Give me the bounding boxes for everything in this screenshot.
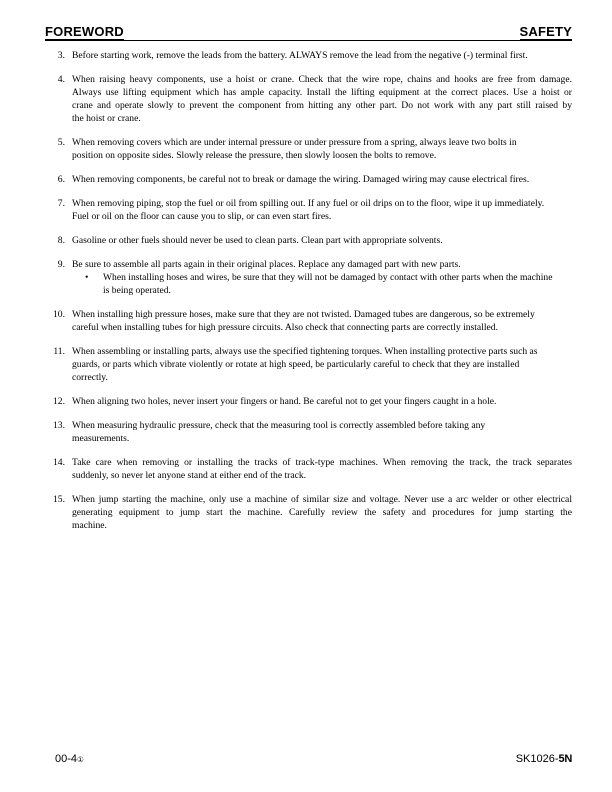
- list-item-text: [72, 258, 572, 297]
- doc-code: [516, 753, 572, 765]
- list-item-number: 8.: [57, 235, 65, 246]
- list-item-text: [72, 419, 572, 445]
- list-item-text: [72, 49, 572, 62]
- page-header: [45, 26, 572, 41]
- list-item: [45, 258, 572, 297]
- list-item-line: Always use lifting equipment which has ample capacity. Install the lifting equipment at the correct places. Use a hoist or: [72, 87, 572, 98]
- header-right-title: SAFETY: [519, 24, 572, 39]
- list-item-text: [72, 136, 572, 162]
- list-item-line: suddenly, so never let anyone stand at either end of the track.: [72, 470, 307, 481]
- list-item-number: 10.: [53, 309, 65, 320]
- list-item-text: [72, 173, 572, 186]
- list-item: [45, 395, 572, 408]
- list-item-line: When jump starting the machine, only use a machine of similar size and voltage. Never use a arc welder or other electrical: [72, 494, 572, 505]
- list-item: [45, 136, 572, 162]
- list-item: [45, 73, 572, 125]
- list-item: [45, 173, 572, 186]
- doc-code-prefix: SK1026-: [515, 753, 559, 765]
- list-item-line: the hoist or crane.: [72, 113, 141, 124]
- list-item-line: Be sure to assemble all parts again in their original places. Replace any damaged part with new parts.: [72, 259, 461, 270]
- bullet-sub-item: [72, 271, 572, 297]
- list-item-line: measurements.: [72, 433, 130, 444]
- list-item: [45, 234, 572, 247]
- list-item-number: 3.: [57, 50, 65, 61]
- list-item-line: When removing piping, stop the fuel or oil from spilling out. If any fuel or oil drips on to the floor, wipe it up immediately.: [72, 198, 545, 209]
- bullet-line: is being operated.: [103, 285, 171, 296]
- bullet-marker: •: [85, 272, 89, 283]
- list-item-line: guards, or parts which vibrate violently or rotate at high speed, be particularly careful to check that they are installed: [72, 359, 520, 370]
- list-item: [45, 197, 572, 223]
- list-item: [45, 49, 572, 62]
- list-item: [45, 308, 572, 334]
- bullet-text: [103, 271, 572, 297]
- list-item-line: When raising heavy components, use a hoist or crane. Check that the wire rope, chains and hooks are free from damage.: [72, 74, 572, 85]
- list-item-number: 6.: [57, 174, 65, 185]
- list-item-line: generating equipment to jump start the machine. Carefully review the safety and procedures for jump starting the: [72, 507, 572, 518]
- list-item-line: When measuring hydraulic pressure, check that the measuring tool is correctly assembled before taking any: [72, 420, 486, 431]
- list-item-line: Gasoline or other fuels should never be used to clean parts. Clean part with appropriate solvents.: [72, 235, 443, 246]
- list-item-number: 15.: [53, 494, 65, 505]
- list-item-line: When removing components, be careful not to break or damage the wiring. Damaged wiring may cause electrical fires.: [72, 174, 530, 185]
- bullet-line: When installing hoses and wires, be sure that they will not be damaged by contact with other parts when the machine: [103, 272, 553, 283]
- list-item-line: machine.: [72, 520, 107, 531]
- list-item-text: [72, 395, 572, 408]
- page-number: [55, 753, 84, 765]
- list-item: [45, 345, 572, 384]
- list-item-text: [72, 345, 572, 384]
- list-item-text: [72, 456, 572, 482]
- list-item-line: careful when installing tubes for high pressure circuits. Also check that connecting parts are correctly installed.: [72, 322, 498, 333]
- list-item-number: 4.: [57, 74, 65, 85]
- doc-code-suffix: 5N: [558, 753, 572, 765]
- list-item-line: Before starting work, remove the leads from the battery. ALWAYS remove the lead from the negative (-) terminal first.: [72, 50, 528, 61]
- header-left-title: FOREWORD: [45, 24, 124, 39]
- list-item-number: 9.: [57, 259, 65, 270]
- list-item-number: 14.: [53, 457, 65, 468]
- list-item-number: 12.: [53, 396, 65, 407]
- list-item-number: 13.: [53, 420, 65, 431]
- list-item-line: When aligning two holes, never insert your fingers or hand. Be careful not to get your fingers caught in a hole.: [72, 396, 497, 407]
- list-item-number: 11.: [53, 346, 65, 357]
- safety-instructions-list: [45, 49, 572, 543]
- list-item-line: Fuel or oil on the floor can cause you to slip, or can even start fires.: [72, 211, 332, 222]
- list-item-number: 7.: [57, 198, 65, 209]
- list-item-line: When removing covers which are under internal pressure or under pressure from a spring, always leave two bolts in: [72, 137, 517, 148]
- list-item-line: When assembling or installing parts, always use the specified tightening torques. When installing protective parts such as: [72, 346, 538, 357]
- list-item-text: [72, 197, 572, 223]
- list-item-line: When installing high pressure hoses, make sure that they are not twisted. Damaged tubes are dangerous, so be extremely: [72, 309, 535, 320]
- list-item-line: position on opposite sides. Slowly release the pressure, then slowly loosen the bolts to remove.: [72, 150, 437, 161]
- list-item-text: [72, 234, 572, 247]
- list-item-line: Take care when removing or installing the tracks of track-type machines. When removing the track, the track separates: [72, 457, 572, 468]
- list-item-text: [72, 73, 572, 125]
- list-item: [45, 419, 572, 445]
- list-item: [45, 456, 572, 482]
- page-number-text: 00-4: [55, 753, 78, 765]
- list-item-number: 5.: [57, 137, 65, 148]
- list-item-text: [72, 493, 572, 532]
- list-item: [45, 493, 572, 532]
- list-item-text: [72, 308, 572, 334]
- list-item-line: crane and operate slowly to prevent the component from hitting any other part. Do not work with any part still raised by: [72, 100, 572, 111]
- list-item-line: correctly.: [72, 372, 108, 383]
- revision-mark-circled-one: ①: [77, 755, 84, 764]
